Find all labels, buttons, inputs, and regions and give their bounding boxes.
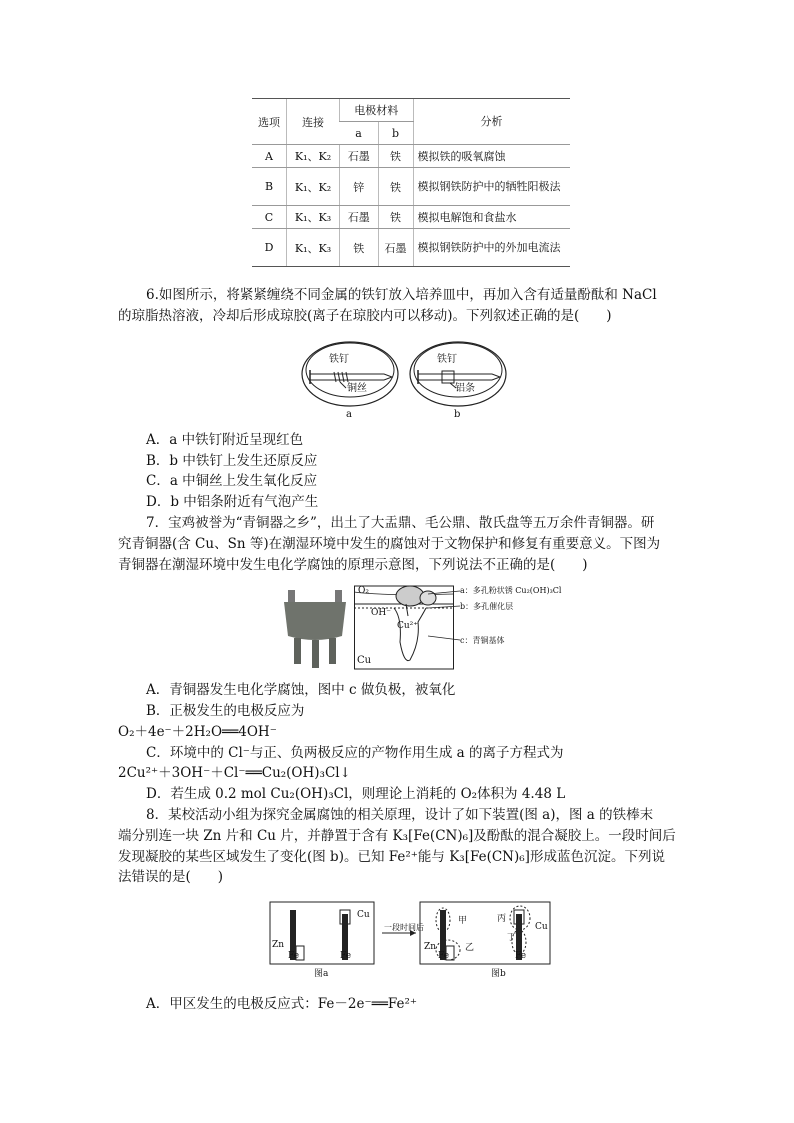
q7-stem-3: 青铜器在潮湿环境中发生电化学腐蚀的原理示意图，下列说法不正确的是( ) [118,557,588,573]
q7-option-d: D．若生成 0.2 mol Cu₂(OH)₃Cl，则理论上消耗的 O₂体积为 4.48 L [146,786,566,802]
label-copper-wire: 铜丝 [347,383,367,394]
cell-conn: K₁、K₂ [287,168,340,206]
label-after-time: 一段时间后 [384,923,424,932]
label-ding: 丁 [507,933,517,943]
label-zn-b: Zn [424,942,437,952]
cell-analysis: 模拟钢铁防护中的牺牲阳极法 [413,168,570,206]
label-nail-a: 铁钉 [329,354,349,365]
cell-a: 铁 [340,229,379,267]
label-fe-3: Fe [438,951,450,961]
label-cu: Cu [357,910,370,920]
cell-b: 铁 [378,168,413,206]
petri-dish-figure [300,334,510,424]
q6-stem-1: 6.如图所示，将紧紧缠绕不同金属的铁钉放入培养皿中，再加入含有适量酚酞和 NaCl [146,287,657,303]
label-o2: O₂ [358,586,369,596]
q6-option-c: C．a 中铜丝上发生氧化反应 [146,473,318,489]
q7-option-a: A．青铜器发生电化学腐蚀，图中 c 做负极，被氧化 [146,682,456,698]
electrode-table [252,98,570,267]
th-analysis: 分析 [413,99,570,145]
q8-stem-4: 法错误的是( ) [118,869,224,885]
q7-option-c-equation: 2Cu²⁺＋3OH⁻＋Cl⁻══Cu₂(OH)₃Cl↓ [118,765,351,781]
caption-b: b [454,409,461,420]
label-cu-b: Cu [535,922,548,932]
cell-analysis: 模拟电解饱和食盐水 [413,206,570,229]
bronze-vessel-image [282,586,348,670]
label-jia: 甲 [458,916,468,926]
cell-opt: C [252,206,287,229]
q8-stem-2: 端分别连一块 Zn 片和 Cu 片，并静置于含有 K₃[Fe(CN)₆]及酚酞的混合凝胶上。一段时间后 [118,828,676,844]
q7-option-c: C．环境中的 Cl⁻与正、负两极反应的产物作用生成 a 的离子方程式为 [146,745,564,761]
cell-opt: A [252,145,287,168]
cell-analysis: 模拟铁的吸氧腐蚀 [413,145,570,168]
caption-fig-a: 图a [314,969,329,979]
label-oh: OH⁻ [371,608,391,618]
q7-stem-1: 7．宝鸡被誉为“青铜器之乡”，出土了大盂鼎、毛公鼎、散氏盘等五万余件青铜器。研 [146,515,655,531]
label-al-strip: 铝条 [455,383,475,394]
th-b: b [378,122,413,145]
th-connect: 连接 [287,99,340,145]
th-electrode: 电极材料 [340,99,414,122]
cell-analysis: 模拟钢铁防护中的外加电流法 [413,229,570,267]
label-bing: 丙 [497,914,507,924]
legend-c: c：青铜基体 [460,636,505,645]
label-nail-b: 铁钉 [437,354,457,365]
q8-stem-3: 发现凝胶的某些区域发生了变化(图 b)。已知 Fe²⁺能与 K₃[Fe(CN)₆]形成蓝色沉淀。下列说 [118,849,665,865]
cell-a: 石墨 [340,206,379,229]
cell-a: 石墨 [340,145,379,168]
caption-a: a [346,409,352,420]
label-cu2: Cu²⁺ [397,621,419,631]
cell-b: 石墨 [378,229,413,267]
q8-option-a: A．甲区发生的电极反应式：Fe－2e⁻══Fe²⁺ [146,996,417,1012]
cell-b: 铁 [378,206,413,229]
q6-option-b: B．b 中铁钉上发生还原反应 [146,453,318,469]
caption-fig-b: 图b [491,969,506,979]
th-a: a [340,122,379,145]
cell-conn: K₁、K₃ [287,206,340,229]
label-yi: 乙 [465,943,475,953]
q6-option-a: A．a 中铁钉附近呈现红色 [146,432,304,448]
cell-opt: B [252,168,287,206]
label-fe-4: Fe [515,951,527,961]
label-zn: Zn [272,940,285,950]
q7-option-b-equation: O₂＋4e⁻＋2H₂O══4OH⁻ [118,724,277,740]
cell-b: 铁 [378,145,413,168]
q7-stem-2: 究青铜器(含 Cu、Sn 等)在潮湿环境中发生的腐蚀对于文物保护和修复有重要意义。下图为 [118,536,661,552]
cell-a: 锌 [340,168,379,206]
q8-stem-1: 8．某校活动小组为探究金属腐蚀的相关原理，设计了如下装置(图 a)，图 a 的铁棒末 [146,807,654,823]
legend-a: a：多孔粉状锈 Cu₂(OH)₃Cl [460,586,562,595]
label-fe-2: Fe [340,951,352,961]
cell-conn: K₁、K₃ [287,229,340,267]
cell-conn: K₁、K₂ [287,145,340,168]
legend-b: b：多孔催化层 [460,602,514,611]
q7-option-b: B．正极发生的电极反应为 [146,703,305,719]
q6-option-d: D．b 中铝条附近有气泡产生 [146,494,319,510]
cell-opt: D [252,229,287,267]
label-fe-1: Fe [288,951,300,961]
label-cu: Cu [357,655,372,666]
q6-stem-2: 的琼脂热溶液，冷却后形成琼胶(离子在琼胶内可以移动)。下列叙述正确的是( ) [118,308,612,324]
th-option: 选项 [252,99,287,145]
